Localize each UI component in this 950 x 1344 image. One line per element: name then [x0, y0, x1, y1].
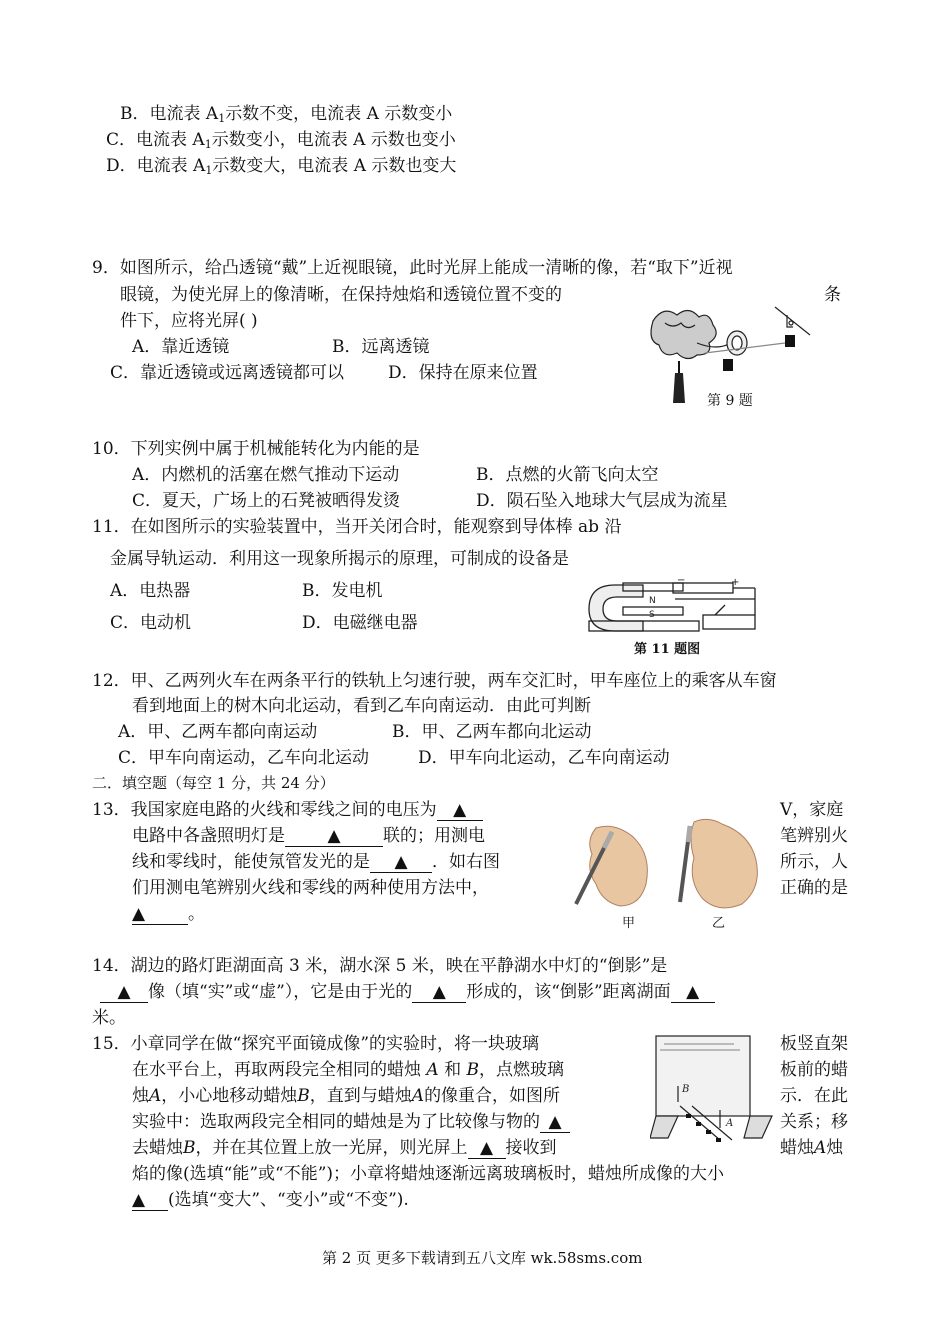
q15-line5: 去蜡烛B，并在其位置上放一光屏，则光屏上 ▲ 接收到 [132, 1138, 557, 1158]
q11-option-c: C．电动机 [110, 613, 192, 633]
q11-motor-figure [585, 575, 765, 637]
q12-stem-line1: 12．甲、乙两列火车在两条平行的铁轨上匀速行驶，两车交汇时，甲车座位上的乘客从车窗 [92, 671, 777, 691]
q11-caption: 第 11 题图 [634, 642, 701, 657]
q9-stem-line2-end: 条 [824, 285, 841, 305]
q11-option-d: D．电磁继电器 [302, 613, 418, 633]
q12-option-d: D．甲车向北运动，乙车向南运动 [418, 748, 670, 768]
q9-stem-line1: 9．如图所示，给凸透镜“戴”上近视眼镜，此时光屏上能成一清晰的像，若“取下”近视 [92, 258, 733, 278]
q8-option-b: B．电流表 $A_1$示数不变，电流表 A 示数变小 [120, 104, 453, 125]
q15-mirror-figure [650, 1030, 776, 1150]
q14-line3: 米。 [92, 1008, 126, 1028]
q15-line2: 在水平台上，再取两段完全相同的蜡烛 A 和 B，点燃玻璃 [132, 1060, 564, 1080]
q9-option-a: A．靠近透镜 [132, 337, 230, 357]
q9-option-c: C．靠近透镜或远离透镜都可以 [110, 363, 345, 383]
q13-blank3[interactable]: ▲ [370, 852, 432, 873]
q11-stem-line2: 金属导轨运动．利用这一现象所揭示的原理，可制成的设备是 [110, 549, 569, 569]
q15-line1-end: 板竖直架 [780, 1034, 848, 1054]
q15-blank1[interactable]: ▲ [540, 1112, 570, 1133]
q8-option-c: C．电流表 $A_1$示数变小，电流表 A 示数也变小 [106, 130, 456, 151]
q11-option-a: A．电热器 [110, 581, 191, 601]
q10-stem: 10．下列实例中属于机械能转化为内能的是 [92, 439, 420, 459]
q13-blank2[interactable]: ▲ [285, 826, 383, 847]
q14-line2: ▲ 像（填“实”或“虚”），它是由于光的 ▲ 形成的，该“倒影”距离湖面 ▲ [100, 980, 715, 1004]
q11-option-b: B．发电机 [302, 581, 383, 601]
q13-line2-end: 笔辨别火 [780, 826, 848, 846]
q13-line4-end: 正确的是 [780, 878, 848, 898]
svg-text:S: S [649, 610, 655, 620]
q13-line1: 13．我国家庭电路的火线和零线之间的电压为 ▲ [92, 798, 483, 822]
page-footer: 第 2 页 更多下载请到五八文库 wk.58sms.com [322, 1249, 643, 1267]
q13-line3-end: 所示，人 [780, 852, 848, 872]
q10-option-b: B．点燃的火箭飞向太空 [476, 465, 659, 485]
q15-line3-end: 示．在此 [780, 1086, 848, 1106]
q9-option-b: B．远离透镜 [332, 337, 430, 357]
q13-line3: 线和零线时，能使氖管发光的是 ▲ ．如右图 [132, 852, 500, 872]
q14-blank1[interactable]: ▲ [100, 982, 148, 1003]
q13-line4: 们用测电笔辨别火线和零线的两种使用方法中， [132, 878, 489, 898]
svg-text:N: N [649, 596, 656, 606]
q15-line3: 烛A，小心地移动蜡烛B，直到与蜡烛A的像重合，如图所 [132, 1086, 561, 1106]
q10-option-c: C．夏天，广场上的石凳被晒得发烫 [132, 491, 401, 511]
q15-line7: ▲ (选填“变大”、“变小”或“不变”). [132, 1190, 409, 1210]
q15-line4-end: 关系；移 [780, 1112, 848, 1132]
q15-line5-end: 蜡烛A烛 [780, 1138, 844, 1158]
q13-test-pen-figure [568, 812, 768, 922]
q11-stem-line1: 11．在如图所示的实验装置中，当开关闭合时，能观察到导体棒 ab 沿 [92, 517, 622, 537]
q13-label-jia: 甲 [622, 916, 636, 931]
q12-option-a: A．甲、乙两车都向南运动 [118, 722, 318, 742]
q13-line5: ▲ 。 [132, 904, 205, 924]
q13-blank1[interactable]: ▲ [437, 800, 483, 821]
q14-blank3[interactable]: ▲ [671, 982, 715, 1003]
q12-stem-line2: 看到地面上的树木向北运动，看到乙车向南运动．由此可判断 [132, 696, 591, 716]
q14-line1: 14．湖边的路灯距湖面高 3 米，湖水深 5 米，映在平静湖水中灯的“倒影”是 [92, 956, 668, 976]
q13-line2: 电路中各盏照明灯是 ▲ 联的；用测电 [132, 826, 485, 846]
q14-blank2[interactable]: ▲ [412, 982, 466, 1003]
q12-option-c: C．甲车向南运动，乙车向北运动 [118, 748, 370, 768]
svg-text:−: − [677, 575, 686, 586]
q13-label-yi: 乙 [712, 916, 726, 931]
q15-line2-end: 板前的蜡 [780, 1060, 848, 1080]
q9-caption: 第 9 题 [707, 393, 753, 409]
q13-line1-end: V，家庭 [780, 800, 844, 820]
q15-blank2[interactable]: ▲ [468, 1138, 506, 1159]
q10-option-d: D．陨石坠入地球大气层成为流星 [476, 491, 728, 511]
q15-line6: 焰的像(选填“能”或“不能”)；小章将蜡烛逐渐远离玻璃板时，蜡烛所成像的大小 [132, 1164, 725, 1184]
section-fill-in-heading: 二．填空题（每空 1 分，共 24 分） [92, 774, 335, 792]
q15-blank3[interactable]: ▲ [132, 1190, 168, 1211]
q9-option-d: D．保持在原来位置 [388, 363, 538, 383]
svg-text:A: A [726, 1118, 734, 1129]
q15-line4: 实验中：选取两段完全相同的蜡烛是为了比较像与物的 ▲ [132, 1110, 570, 1134]
q10-option-a: A．内燃机的活塞在燃气推动下运动 [132, 465, 400, 485]
q12-option-b: B．甲、乙两车都向北运动 [392, 722, 592, 742]
q9-stem-line3: 件下，应将光屏( ) [120, 311, 258, 331]
q13-blank4[interactable]: ▲ [132, 904, 188, 925]
svg-text:+: + [731, 577, 740, 588]
q9-stem-line2: 眼镜，为使光屏上的像清晰，在保持烛焰和透镜位置不变的 [120, 285, 562, 305]
q15-line1: 15．小章同学在做“探究平面镜成像”的实验时，将一块玻璃 [92, 1034, 540, 1054]
q8-option-d: D．电流表 $A_1$示数变大，电流表 A 示数也变大 [106, 156, 457, 177]
svg-text:B: B [682, 1084, 690, 1095]
